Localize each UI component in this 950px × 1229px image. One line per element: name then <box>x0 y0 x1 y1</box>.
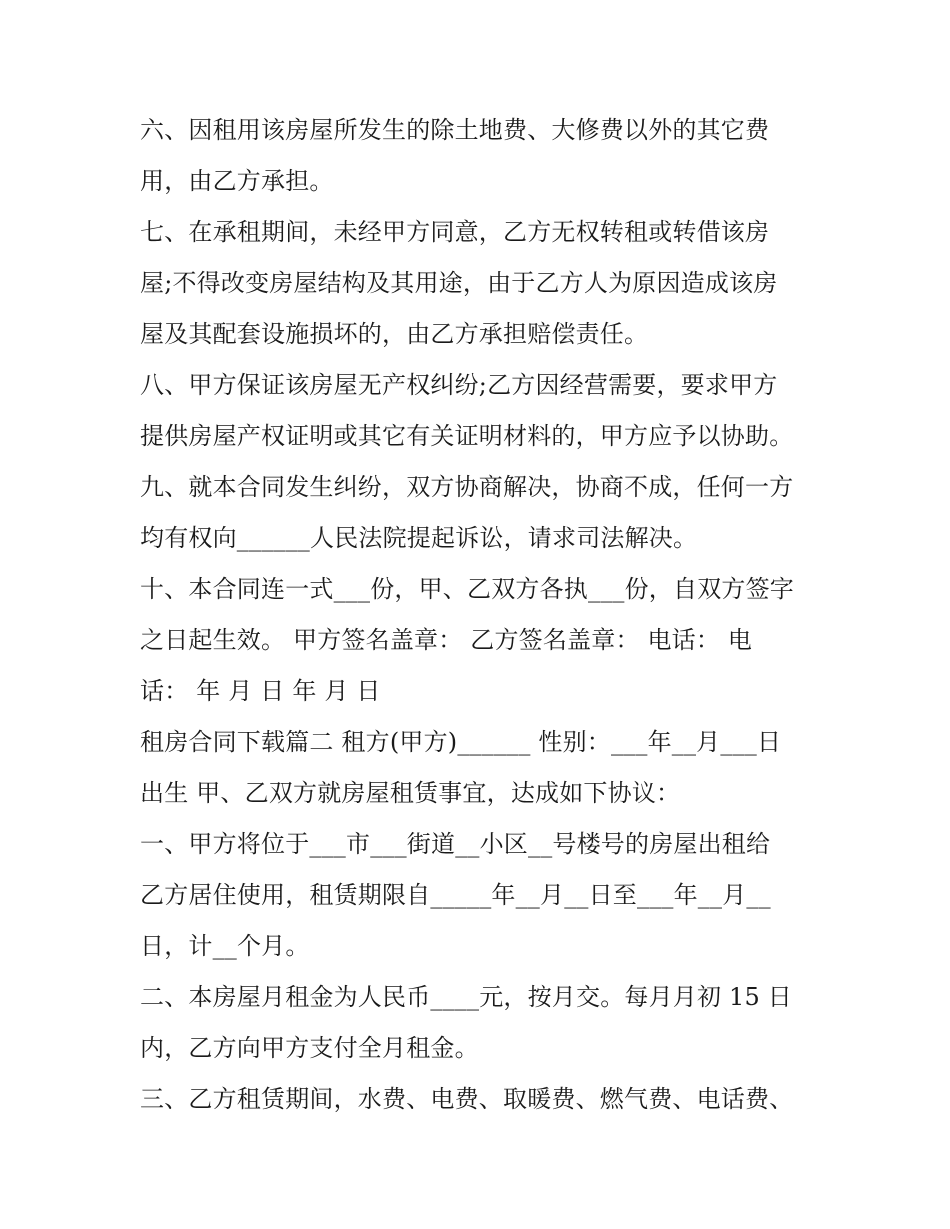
document-body <box>140 108 820 1128</box>
text-line: 出生 甲、乙双方就房屋租赁事宜，达成如下协议： <box>140 779 681 807</box>
text-line: 均有权向______人民法院提起诉讼，请求司法解决。 <box>140 524 698 552</box>
text-line: 内，乙方向甲方支付全月租金。 <box>140 1034 479 1062</box>
text-line: 租房合同下载篇二 租方(甲方)______ 性别：___年__月___日 <box>140 728 782 756</box>
text-line: 屋;不得改变房屋结构及其用途，由于乙方人为原因造成该房 <box>140 269 778 297</box>
text-line: 屋及其配套设施损坏的，由乙方承担赔偿责任。 <box>140 320 649 348</box>
text-line: 二、本房屋月租金为人民币____元，按月交。每月月初 15 日 <box>140 983 792 1011</box>
text-line: 用，由乙方承担。 <box>140 167 334 195</box>
text-line: 乙方居住使用，租赁期限自_____年__月__日至___年__月__ <box>140 881 771 909</box>
text-line: 七、在承租期间，未经甲方同意，乙方无权转租或转借该房 <box>140 218 770 246</box>
text-line: 十、本合同连一式___份，甲、乙双方各执___份，自双方签字 <box>140 575 794 603</box>
text-line: 三、乙方租赁期间，水费、电费、取暖费、燃气费、电话费、 <box>140 1085 794 1113</box>
text-line: 八、甲方保证该房屋无产权纠纷;乙方因经营需要，要求甲方 <box>140 371 778 399</box>
text-line: 一、甲方将位于___市___街道__小区__号楼号的房屋出租给 <box>140 830 771 858</box>
text-line: 话： 年 月 日 年 月 日 <box>140 677 381 705</box>
text-line: 提供房屋产权证明或其它有关证明材料的，甲方应予以协助。 <box>140 422 794 450</box>
text-line: 六、因租用该房屋所发生的除土地费、大修费以外的其它费 <box>140 116 770 144</box>
text-line: 九、就本合同发生纠纷，双方协商解决，协商不成，任何一方 <box>140 473 794 501</box>
text-line: 日，计__个月。 <box>140 932 310 960</box>
text-line: 之日起生效。 甲方签名盖章： 乙方签名盖章： 电话： 电 <box>140 626 753 654</box>
